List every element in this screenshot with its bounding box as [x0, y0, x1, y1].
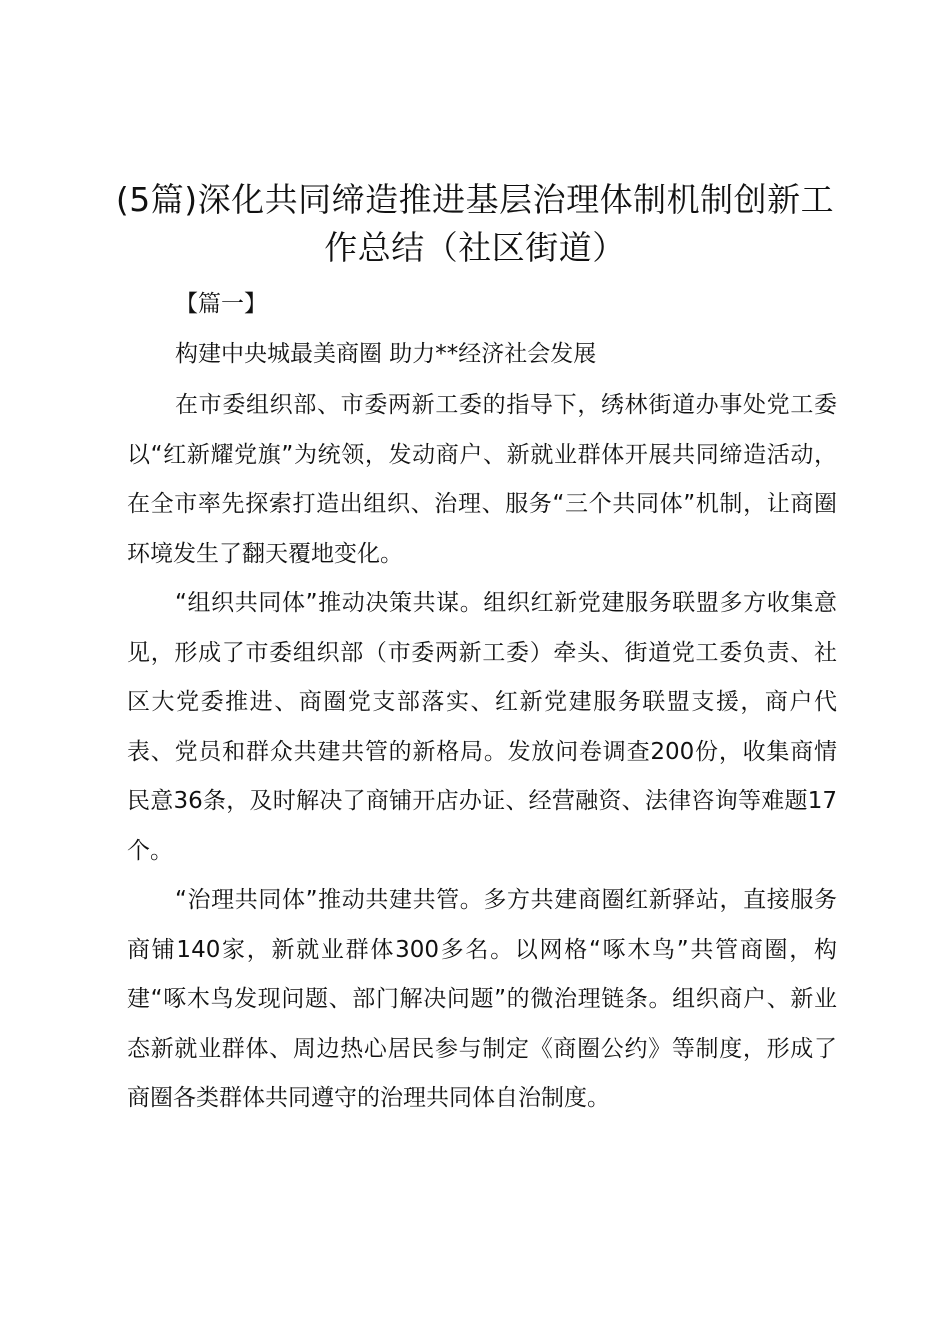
section-heading: 【篇一】: [175, 291, 267, 317]
paragraph-governance-community: “治理共同体”推动共建共管。多方共建商圈红新驿站，直接服务商铺140家，新就业群体300多名。以网格“啄木鸟”共管商圈，构建“啄木鸟发现问题、部门解决问题”的微治理链条。组织商户、新业态新就业群体、周边热心居民参与制定《商圈公约》等制度，形成了商圈各类群体共同遵守的治理共同体自治制度。: [127, 887, 837, 1111]
paragraph-intro: 在市委组织部、市委两新工委的指导下，绣林街道办事处党工委以“红新耀党旗”为统领，发动商户、新就业群体开展共同缔造活动，在全市率先探索打造出组织、治理、服务“三个共同体”机制，让商圈环境发生了翻天覆地变化。: [127, 392, 837, 567]
article-subtitle: 构建中央城最美商圈 助力**经济社会发展: [175, 341, 597, 367]
document-title: (5篇)深化共同缔造推进基层治理体制机制创新工作总结（社区街道）: [115, 180, 835, 267]
paragraph-organization-community: “组织共同体”推动决策共谋。组织红新党建服务联盟多方收集意见，形成了市委组织部（市委两新工委）牵头、街道党工委负责、社区大党委推进、商圈党支部落实、红新党建服务联盟支援，商户代表、党员和群众共建共管的新格局。发放问卷调查200份，收集商情民意36条，及时解决了商铺开店办证、经营融资、法律咨询等难题17个。: [127, 590, 837, 864]
